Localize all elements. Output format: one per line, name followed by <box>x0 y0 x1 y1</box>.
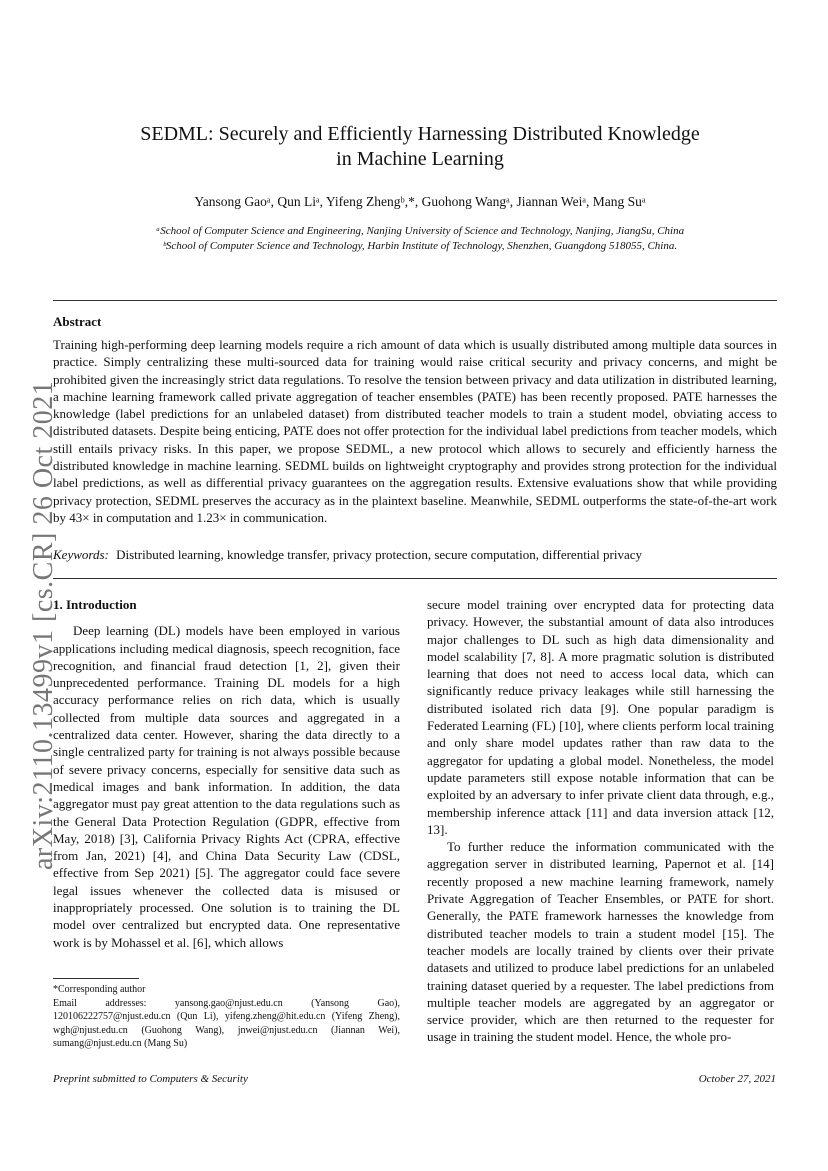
footnote-emails: Email addresses: yansong.gao@njust.edu.cn (Yansong Gao), 120106222757@njust.edu.cn (Qun Li), yifeng.zheng@hit.edu.cn (Yifeng Zheng), wgh@njust.edu.cn (Guohong Wang), jnwei@njust.edu.cn (Jiannan Wei), sumang@njust.edu.cn (Mang Su) <box>53 997 400 1050</box>
author-list: Yansong Gaoᵃ, Qun Liᵃ, Yifeng Zhengᵇ,*, Guohong Wangᵃ, Jiannan Weiᵃ, Mang Suᵃ <box>194 194 646 209</box>
keywords-text: Distributed learning, knowledge transfer, privacy protection, secure computation, differential privacy <box>116 547 643 562</box>
intro-paragraph-2: To further reduce the information communicated with the aggregation server in distributed learning, Papernot et al. [14] recently proposed a new machine learning framework, namely Private Aggregation of Teacher Ensembles, or PATE for short. Generally, the PATE framework harnesses the knowledge from distributed teacher models to train a student model [15]. The teacher models are locally trained by clients over their private datasets and utilized to produce label predictions for an unlabeled training dataset queried by a requester. The label predictions from multiple teacher models are aggregated by an aggregator or service provider, which are then returned to the requester for usage in training the student model. Hence, the whole pro- <box>427 839 774 1045</box>
abstract-heading: Abstract <box>53 314 102 329</box>
affiliations <box>60 224 780 254</box>
abstract-text: Training high-performing deep learning models require a rich amount of data which is usually distributed among multiple data sources in practice. Simply centralizing these multi-sourced data for training would raise critical security and privacy concerns, and might be prohibited given the increasingly strict data regulations. To resolve the tension between privacy and data utilization in distributed learning, a machine learning framework called private aggregation of teacher ensembles (PATE) has been recently proposed. PATE harnesses the knowledge (label predictions for an unlabeled dataset) from distributed teacher models to train a student model, obviating access to distributed datasets. Despite being enticing, PATE does not offer protection for the individual label predictions from teacher models, which still entails privacy risks. In this paper, we propose SEDML, a new protocol which allows to securely and efficiently harness the distributed knowledge in machine learning. SEDML builds on lightweight cryptography and provides strong protection for the individual label predictions, as well as differential privacy guarantees on the aggregation results. Extensive evaluations show that while providing privacy protection, SEDML preserves the accuracy as in the plaintext baseline. Meanwhile, SEDML outperforms the state-of-the-art work by 43× in computation and 1.23× in communication. <box>53 337 777 525</box>
paper-title <box>60 122 780 172</box>
right-column <box>427 596 774 1046</box>
footnote-divider <box>53 978 139 979</box>
affiliation-a: ᵃSchool of Computer Science and Engineering, Nanjing University of Science and Technology, Nanjing, JiangSu, China <box>155 225 685 237</box>
affiliation-b: ᵇSchool of Computer Science and Technology, Harbin Institute of Technology, Shenzhen, Guangdong 518055, China. <box>162 240 678 252</box>
footer-venue: Preprint submitted to Computers & Security <box>53 1073 248 1085</box>
title-line-1: SEDML: Securely and Efficiently Harnessing Distributed Knowledge <box>140 123 700 145</box>
arxiv-identifier-stamp[interactable]: arXiv:2110.13499v1 [cs.CR] 26 Oct 2021 <box>28 380 59 870</box>
footnote-corresponding: *Corresponding author <box>53 984 146 995</box>
footer-date: October 27, 2021 <box>698 1073 776 1085</box>
section-heading-introduction: 1. Introduction <box>53 597 137 612</box>
abstract-bottom-divider <box>53 578 777 579</box>
keywords-label: Keywords: <box>53 547 109 562</box>
intro-paragraph-1: Deep learning (DL) models have been employed in various applications including medical diagnosis, speech recognition, face recognition, and financial fraud detection [1, 2], given their unprecedented performance. Training DL models for a high accuracy performance relies on rich data, which is usually collected from multiple data sources and aggregated in a centralized data center. However, sharing the data directly to a single centralized party for training is not always possible because of severe privacy concerns, especially for sensitive data such as medical images and bank information. In addition, the data aggregator must pay great attention to the data regulations such as the General Data Protection Regulation (GDPR, effective from May, 2018) [3], California Privacy Rights Act (CPRA, effective from Jan, 2021) [4], and China Data Security Law (CDSL, effective from Sep 2021) [5]. The aggregator could face severe legal issues whenever the collected data is misused or inappropriately processed. One solution is to training the DL model over centralized but encrypted data. One representative work is by Mohassel et al. [6], which allows <box>53 623 400 950</box>
keywords <box>53 547 777 563</box>
title-line-2: in Machine Learning <box>336 148 504 170</box>
intro-paragraph-1-continued: secure model training over encrypted data for protecting data privacy. However, the substantial amount of data also introduces major challenges to DL such as high data dimensionality and model scalability [7, 8]. A more pragmatic solution is distributed learning that does not need to access local data, which can significantly reduce privacy leakages while still harnessing the distributed isolated rich data [9]. One popular paradigm is Federated Learning (FL) [10], where clients perform local training and only share model updates rather than raw data to the aggregator for updating a global model. Nonetheless, the model update parameters still expose notable information that can be exploited by an adversary to infer private client data through, e.g., membership inference attack [11] and data inversion attack [12, 13]. <box>427 597 774 837</box>
left-column <box>53 596 400 951</box>
footnote <box>53 983 400 1051</box>
top-divider <box>53 300 777 301</box>
